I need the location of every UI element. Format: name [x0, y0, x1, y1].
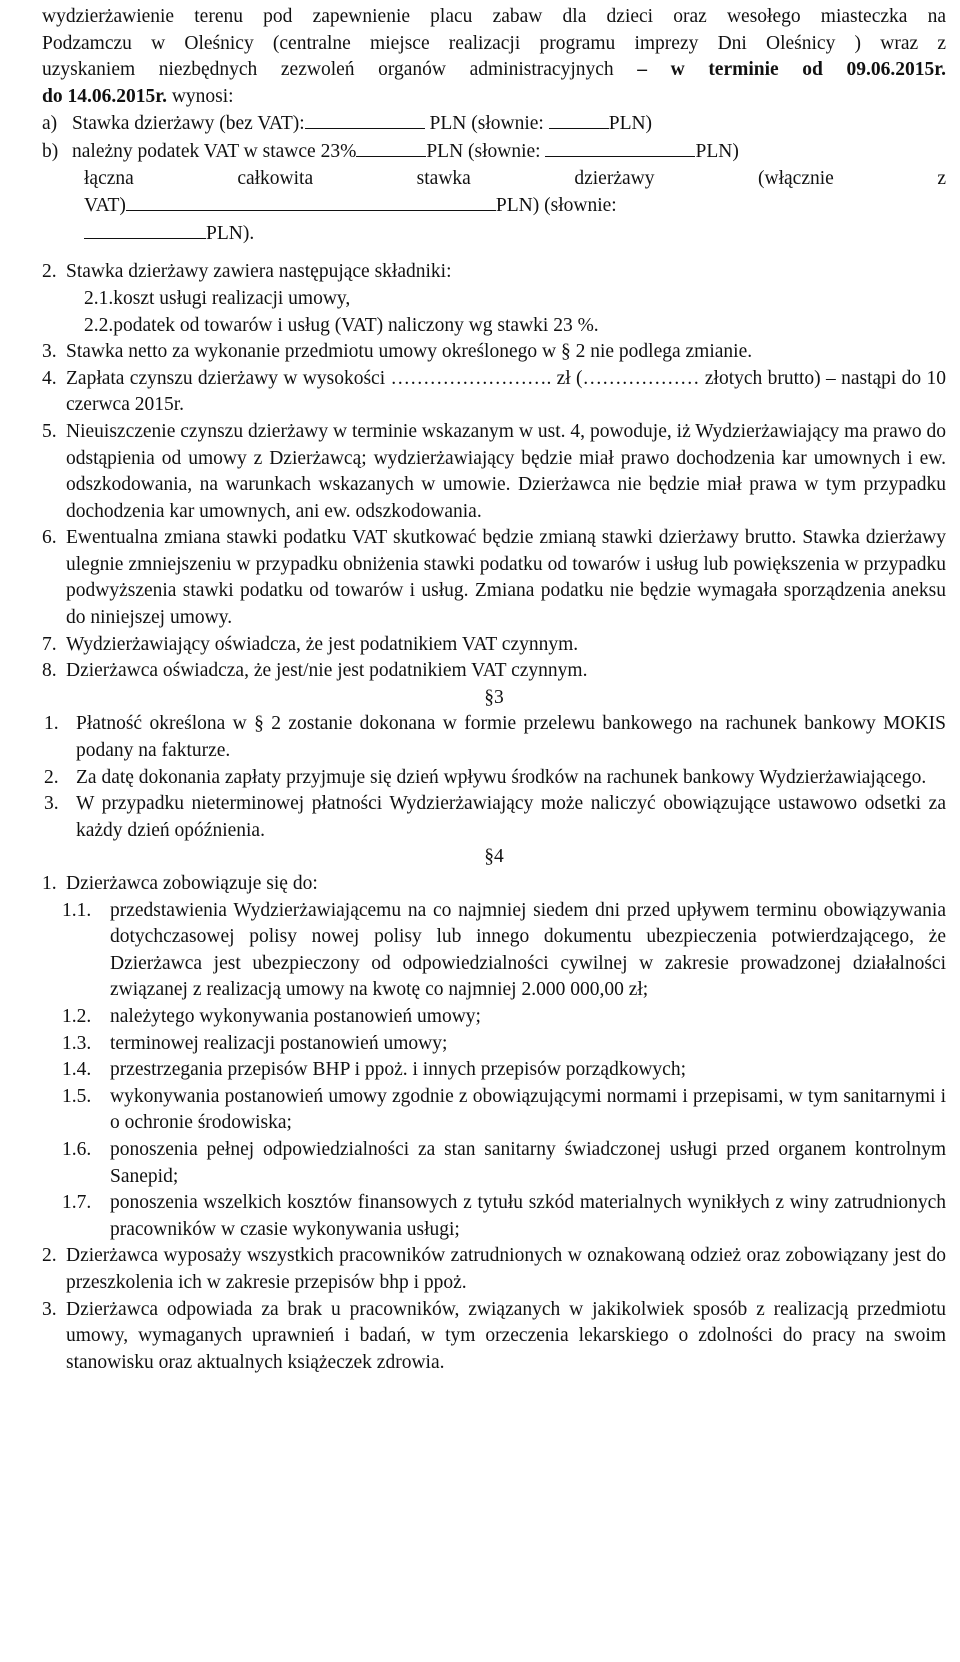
intro-line: wydzierżawienie terenu pod zapewnienie placu zabaw dla dzieci oraz wesołego miasteczka na	[42, 6, 946, 27]
sub-item: 1.6. ponoszenia pełnej odpowiedzialności za stan sanitarny świadczonej usługi przed organem kontrolnym Sanepid;	[62, 1138, 946, 1187]
section-heading: §3	[484, 686, 504, 708]
list-item: 2. Dzierżawca wyposaży wszystkich pracowników zatrudnionych w oznakowaną odzież oraz zobowiązany jest do przeszkolenia ich w zakresie przepisów bhp i ppoż.	[42, 1245, 946, 1293]
section-heading: §4	[484, 846, 504, 868]
term-dates: – w terminie od 09.06.2015r.	[637, 59, 946, 81]
intro-line: Podzamczu w Oleśnicy (centralne miejsce realizacji programu imprezy Dni Oleśnicy ) wraz z	[42, 32, 946, 54]
rate-list	[42, 110, 946, 247]
rate-b: b) należny podatek VAT w stawce 23% PLN (słownie: PLN)	[42, 138, 946, 166]
list-item: 2. Za datę dokonania zapłaty przyjmuje się dzień wpływu środków na rachunek bankowy Wydzierżawiającego.	[44, 766, 927, 788]
sub-item: 2.2.podatek od towarów i usług (VAT) naliczony wg stawki 23 %.	[84, 314, 599, 336]
blank-field	[356, 138, 426, 157]
list-item: 3. Stawka netto za wykonanie przedmiotu umowy określonego w § 2 nie podlega zmianie.	[42, 341, 753, 363]
list-item: 3. W przypadku nieterminowej płatności Wydzierżawiający może naliczyć obowiązujące ustawowo odsetki za każdy dzień opóźnienia.	[44, 793, 946, 841]
sub-item: 2.1.koszt usługi realizacji umowy,	[84, 287, 351, 309]
blank-field	[305, 110, 425, 129]
sub-item: 1.5. wykonywania postanowień umowy zgodnie z obowiązującymi normami i przepisami, w tym sanitarnymi i o ochronie środowiska;	[62, 1085, 946, 1134]
list-item: 6. Ewentualna zmiana stawki podatku VAT skutkować będzie zmianą stawki dzierżawy brutto. Stawka dzierżawy ulegnie zmniejszeniu w przypadku obniżenia stawki podatku od towarów i usług lub powiększenia w przypadku podwyższenia stawki podatku od towarów i usług. Zmiana podatku nie będzie wymagała sporządzenia aneksu do niniejszej umowy.	[42, 527, 946, 629]
sub-item: 1.3. terminowej realizacji postanowień umowy;	[62, 1032, 448, 1054]
section-3-list	[42, 711, 946, 844]
term-end-date: do 14.06.2015r.	[42, 85, 167, 107]
blank-field	[84, 220, 206, 239]
list-item: 4. Zapłata czynszu dzierżawy w wysokości ……………………. zł (……………… złotych brutto) – nastąpi do 10 czerwca 2015r.	[42, 367, 946, 416]
list-item: 8. Dzierżawca oświadcza, że jest/nie jest podatnikiem VAT czynnym.	[42, 660, 588, 682]
list-item: 1. Płatność określona w § 2 zostanie dokonana w formie przelewu bankowego na rachunek bankowy MOKIS podany na fakturze.	[44, 713, 946, 762]
list-item: 5. Nieuiszczenie czynszu dzierżawy w terminie wskazanym w ust. 4, powoduje, iż Wydzierżawiający ma prawo do odstąpienia od umowy z Dzierżawcą; wydzierżawiający będzie miał prawo dochodzenia kar umownych i ew. odszkodowania, na warunkach wskazanych w umowie. Dzierżawca nie będzie miał prawa w tym przypadku dochodzenia kar umownych, ani ew. odszkodowania.	[42, 420, 946, 522]
intro-line: uzyskaniem niezbędnych zezwoleń organów administracyjnych – w terminie od 09.06.2015r.	[42, 59, 946, 81]
blank-field	[549, 110, 609, 129]
section-4-list	[42, 871, 946, 1376]
list-item: 7. Wydzierżawiający oświadcza, że jest podatnikiem VAT czynnym.	[42, 633, 579, 655]
list-item: 2. Stawka dzierżawy zawiera następujące składniki:	[42, 261, 452, 283]
rate-c-line: łączna całkowita stawka dzierżawy (włącznie z	[84, 167, 946, 189]
intro-line: do 14.06.2015r. wynosi:	[42, 85, 234, 107]
sub-item: 1.4. przestrzegania przepisów BHP i ppoż. i innych przepisów porządkowych;	[62, 1059, 686, 1081]
blank-field	[126, 192, 496, 211]
list-item: 3. Dzierżawca odpowiada za brak u pracowników, związanych w jakikolwiek sposób z realizacją przedmiotu umowy, wymaganych uprawnień i badań, w tym orzeczenia lekarskiego o zdolności do pracy na swoim stanowisku oraz aktualnych książeczek zdrowia.	[42, 1298, 946, 1373]
blank-field	[545, 138, 695, 157]
intro-paragraph	[42, 4, 946, 110]
rate-c-line: VAT) PLN) (słownie:	[42, 192, 946, 220]
rate-a: a) Stawka dzierżawy (bez VAT): PLN (słownie: PLN)	[42, 110, 946, 138]
section-2-list	[42, 259, 946, 685]
sub-item: 1.7. ponoszenia wszelkich kosztów finansowych z tytułu szkód materialnych wynikłych z winy zatrudnionych pracowników w czasie wykonywania usługi;	[62, 1192, 946, 1240]
rate-c-line: PLN).	[42, 220, 946, 248]
sub-item: 1.1. przedstawienia Wydzierżawiającemu na co najmniej siedem dni przed upływem terminu obowiązywania dotychczasowej polisy nowej polisy lub innego dokumentu ubezpieczenia potwierdzającego, że Dzierżawca jest ubezpieczony od odpowiedzialności cywilnej w zakresie prowadzonej działalności związanej z realizacją umowy na kwotę co najmniej 2.000 000,00 zł;	[62, 899, 946, 1001]
sub-item: 1.2. należytego wykonywania postanowień umowy;	[62, 1005, 481, 1027]
list-item: 1. Dzierżawca zobowiązuje się do:	[42, 873, 318, 894]
